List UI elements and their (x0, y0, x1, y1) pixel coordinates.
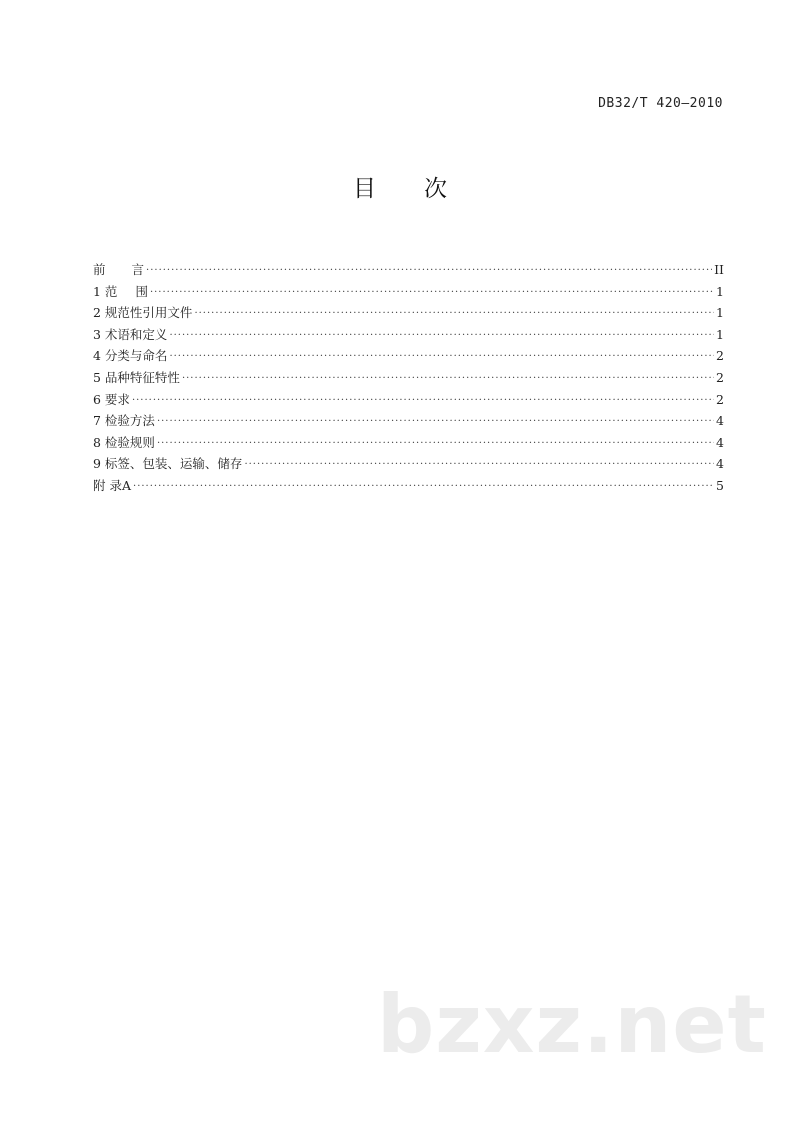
table-of-contents (93, 259, 724, 497)
toc-leader-dots (132, 390, 714, 412)
toc-entry-label: 1 范 围 (93, 283, 148, 299)
toc-entry-page: 2 (716, 369, 724, 385)
toc-entry-page: 4 (716, 456, 724, 472)
standard-number: DB32/T 420—2010 (598, 96, 723, 111)
toc-entry-page: 1 (716, 283, 724, 299)
toc-leader-dots (182, 368, 714, 390)
toc-entry-inspection-rules[interactable] (93, 432, 724, 454)
toc-entry-label: 5 品种特征特性 (93, 369, 180, 385)
title-char-1: 目 (353, 176, 376, 202)
toc-entry-page: 4 (716, 434, 724, 450)
toc-entry-requirements[interactable] (93, 389, 724, 411)
toc-entry-page: 1 (716, 326, 724, 342)
toc-entry-normative-references[interactable] (93, 302, 724, 324)
toc-entry-page: 5 (716, 477, 724, 493)
toc-entry-label: 7 检验方法 (93, 413, 155, 429)
toc-entry-page: 4 (716, 413, 724, 429)
toc-leader-dots (244, 454, 714, 476)
toc-entry-label: 2 规范性引用文件 (93, 305, 193, 321)
toc-entry-classification[interactable] (93, 345, 724, 367)
toc-leader-dots (146, 260, 712, 282)
toc-leader-dots (157, 433, 714, 455)
toc-entry-label: 6 要求 (93, 391, 130, 407)
toc-entry-label: 附 录A (93, 477, 132, 493)
toc-entry-page: 2 (716, 348, 724, 364)
toc-leader-dots (150, 282, 714, 304)
toc-entry-label: 4 分类与命名 (93, 348, 168, 364)
toc-leader-dots (194, 303, 714, 325)
title-char-2: 次 (424, 176, 447, 202)
toc-leader-dots (133, 476, 714, 498)
toc-entry-test-methods[interactable] (93, 410, 724, 432)
toc-entry-appendix-a[interactable] (93, 475, 724, 497)
toc-leader-dots (157, 411, 714, 433)
toc-entry-label: 8 检验规则 (93, 434, 155, 450)
toc-entry-label: 前 言 (93, 262, 145, 277)
toc-entry-scope[interactable] (93, 281, 724, 303)
toc-entry-terms[interactable] (93, 324, 724, 346)
toc-entry-label: 9 标签、包装、运输、储存 (93, 456, 243, 472)
toc-leader-dots (169, 325, 714, 347)
page-title (0, 170, 800, 203)
watermark: bzxz.net (377, 978, 767, 1071)
toc-entry-page: 2 (716, 391, 724, 407)
toc-entry-label: 3 术语和定义 (93, 326, 168, 342)
toc-entry-page: 1 (716, 305, 724, 321)
toc-entry-page: II (714, 262, 724, 277)
toc-entry-foreword[interactable] (93, 259, 724, 281)
toc-entry-characteristics[interactable] (93, 367, 724, 389)
toc-leader-dots (169, 346, 714, 368)
toc-entry-labeling-packaging[interactable] (93, 453, 724, 475)
